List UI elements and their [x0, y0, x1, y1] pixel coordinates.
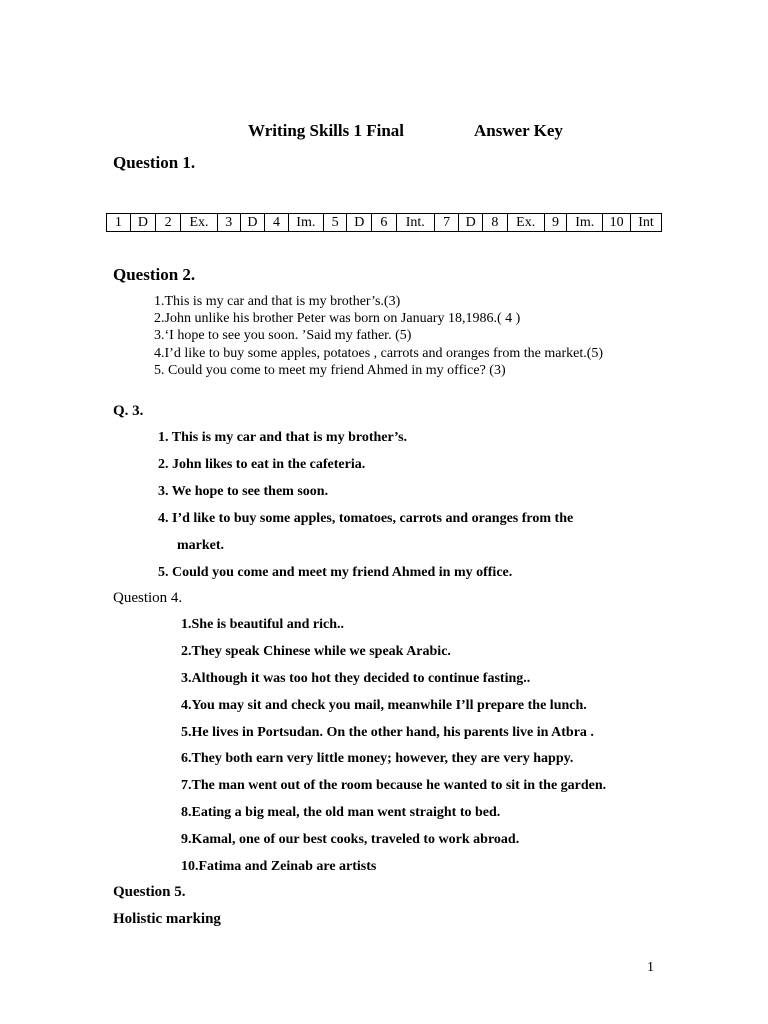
answer-table-row — [107, 214, 662, 232]
list-item: 4.I’d like to buy some apples, potatoes , carrots and oranges from the market.(5) — [154, 345, 604, 361]
answer-table-cell: 8 — [483, 214, 508, 232]
list-item: 5.He lives in Portsudan. On the other hand, his parents live in Atbra . — [181, 724, 594, 740]
answer-table-cell: Int. — [396, 214, 434, 232]
answer-table-cell: 1 — [107, 214, 131, 232]
document-title-main: Writing Skills 1 Final — [248, 121, 405, 140]
list-item: 2.They speak Chinese while we speak Arabic. — [181, 643, 451, 659]
answer-table-cell: Ex. — [180, 214, 217, 232]
list-item: 7.The man went out of the room because he wanted to sit in the garden. — [181, 778, 607, 794]
list-item: 2. John likes to eat in the cafeteria. — [158, 457, 366, 472]
list-item: 3. We hope to see them soon. — [158, 484, 329, 499]
answer-table-cell: 2 — [156, 214, 181, 232]
answer-table-cell: D — [459, 214, 483, 232]
answer-table-cell: 6 — [372, 214, 397, 232]
list-item-continuation: market. — [177, 538, 225, 553]
answer-table-cell: 5 — [323, 214, 347, 232]
list-item: 6.They both earn very little money; however, they are very happy. — [181, 751, 574, 767]
answer-table-cell: Int — [631, 214, 662, 232]
question-2-list — [154, 293, 603, 379]
question-5-answer: Holistic marking — [113, 911, 221, 927]
question-4-heading: Question 4. — [113, 590, 183, 606]
document-title — [248, 121, 563, 141]
answer-table-cell: D — [347, 214, 372, 232]
answer-table — [106, 213, 662, 232]
list-item: 1.She is beautiful and rich.. — [181, 617, 344, 632]
question-1-heading: Question 1. — [113, 153, 196, 172]
list-item: 1. This is my car and that is my brother’s. — [158, 430, 408, 445]
list-item: 8.Eating a big meal, the old man went straight to bed. — [181, 805, 501, 821]
answer-table-cell: 7 — [434, 214, 459, 232]
answer-table-cell: Im. — [288, 214, 323, 232]
list-item: 3.Although it was too hot they decided to continue fasting.. — [181, 670, 531, 686]
list-item: 10.Fatima and Zeinab are artists — [181, 859, 377, 875]
answer-table-cell: Im. — [567, 214, 603, 232]
list-item: 2.John unlike his brother Peter was born on January 18,1986.( 4 ) — [154, 311, 521, 327]
document-title-answer-key: Answer Key — [474, 121, 563, 140]
answer-table-cell: 10 — [603, 214, 631, 232]
answer-table-cell: 9 — [544, 214, 567, 232]
question-3-heading: Q. 3. — [113, 403, 144, 419]
answer-table-cell: D — [130, 214, 156, 232]
answer-table-cell: D — [240, 214, 265, 232]
list-item: 9.Kamal, one of our best cooks, traveled to work abroad. — [181, 832, 520, 848]
question-2-heading: Question 2. — [113, 265, 196, 284]
list-item: 4.You may sit and check you mail, meanwhile I’ll preparе the lunch. — [181, 697, 587, 713]
list-item: 5. Could you come and meet my friend Ahmed in my office. — [158, 565, 513, 580]
question-5-heading: Question 5. — [113, 884, 186, 900]
list-item: 1.This is my car and that is my brother’s.(3) — [154, 294, 401, 309]
list-item: 4. I’d like to buy some apples, tomatoes, carrots and oranges from the — [158, 511, 574, 526]
page-number: 1 — [647, 960, 654, 975]
list-item: 5. Could you come to meet my friend Ahmed in my office? (3) — [154, 362, 506, 378]
list-item: 3.‘I hope to see you soon. ’Said my father. (5) — [154, 328, 412, 344]
answer-table-cell: Ex. — [507, 214, 544, 232]
question-4-list — [181, 615, 606, 884]
question-3-list — [158, 428, 573, 590]
answer-table-cell: 3 — [217, 214, 240, 232]
answer-table-cell: 4 — [265, 214, 289, 232]
